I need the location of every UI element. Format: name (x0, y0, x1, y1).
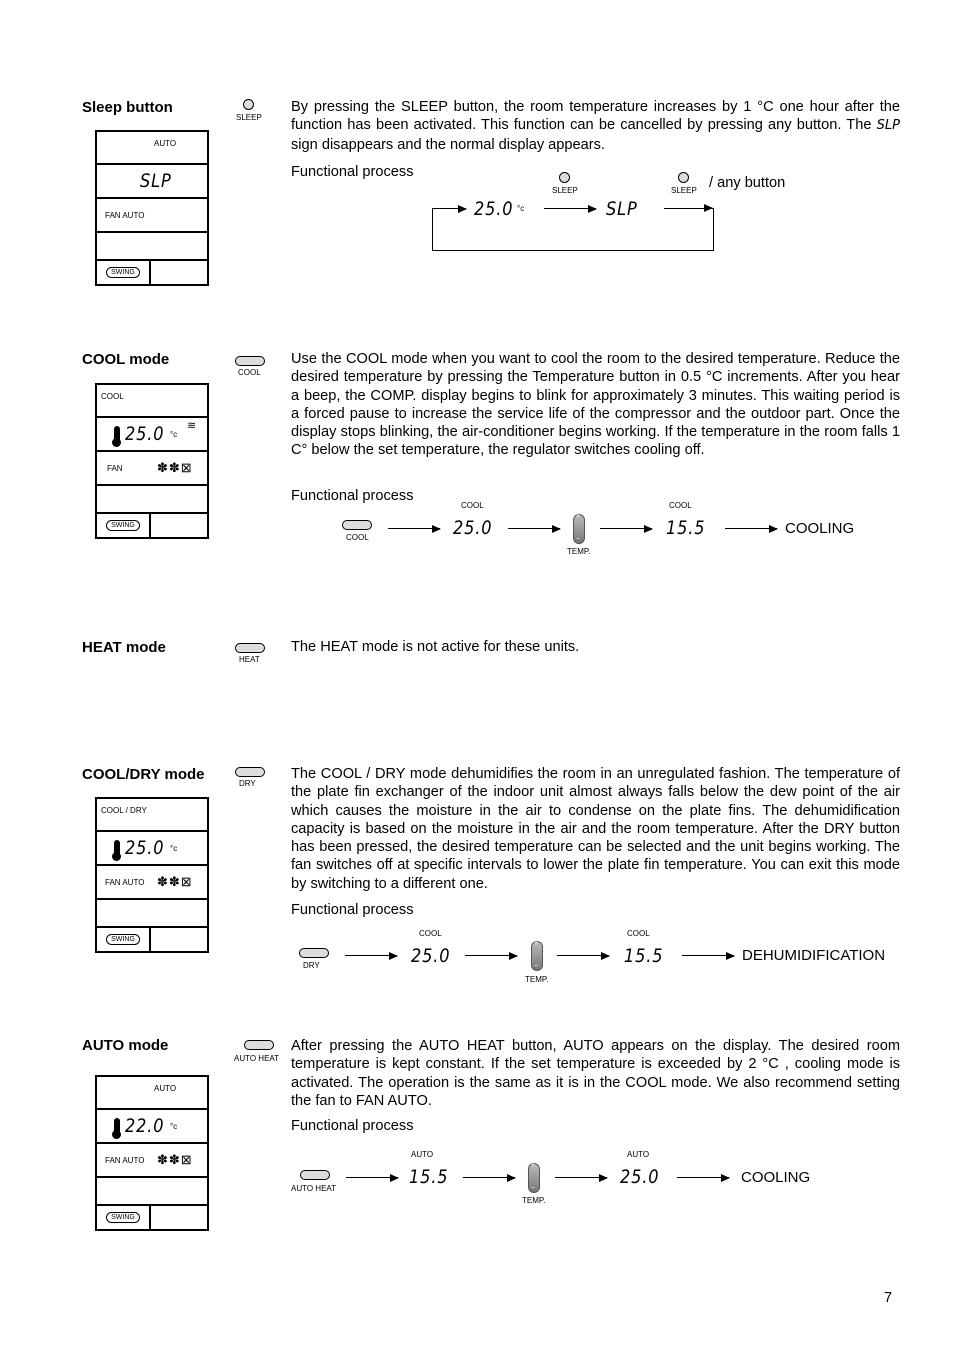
flow-arrow (345, 955, 397, 956)
auto-heading: AUTO mode (82, 1037, 169, 1054)
panel-temp-readout: 25.0 (125, 423, 165, 445)
auto-fp-label: Functional process (291, 1118, 414, 1134)
sleep-display-panel (95, 130, 209, 286)
flow-result: COOLING (785, 520, 855, 537)
flow-value: 15.5 (409, 1166, 449, 1188)
flow-slp-value: SLP (606, 198, 638, 220)
flow-arrow (600, 528, 652, 529)
sleep-button-icon (678, 172, 689, 183)
flow-arrow (388, 528, 440, 529)
fan-icon: ✽✽⊠ (157, 460, 193, 475)
auto-heat-button-icon (244, 1040, 274, 1050)
sleep-description: By pressing the SLEEP button, the room temperature increases by 1 °C one hour after the function has been activated. This function can be cancelled by pressing any button. The SLP sign disappears and the normal display appears. (291, 99, 900, 153)
panel-swing-label: SWING (106, 267, 140, 278)
flow-value: 15.5 (624, 945, 664, 967)
heat-button-icon (235, 643, 265, 653)
flow-sleep-label: SLEEP (552, 186, 578, 195)
panel-unit: °c (170, 1122, 178, 1131)
thermometer-icon (114, 426, 120, 444)
dry-button-icon (235, 767, 265, 777)
flow-mode-label: COOL (461, 501, 484, 510)
heat-button-label: HEAT (239, 655, 260, 664)
dry-button-label: DRY (239, 779, 256, 788)
flow-temp-label: TEMP. (525, 975, 549, 984)
dry-description: The COOL / DRY mode dehumidifies the room in an unregulated fashion. The temperature of the plate fin exchanger of the indoor unit almost always falls below the dew point of the air which causes the moisture in the air to condense on the plate fins. The dehumidification capacity is based on the moisture in the air and the room temperature. After the DRY button has been pressed, the desired temperature can be selected and the unit begins working. The fan switches off at specific intervals to lower the plate fin temperature. You can exit this mode by switching to a different one. (291, 766, 900, 892)
temp-button-icon (528, 1163, 540, 1193)
panel-fan-label: FAN AUTO (105, 1156, 145, 1165)
panel-temp-readout: 25.0 (125, 837, 165, 859)
flow-value: 25.0 (411, 945, 451, 967)
dry-button-icon (299, 948, 329, 958)
panel-swing-label: SWING (106, 934, 140, 945)
flow-arrow (463, 1177, 515, 1178)
dry-heading: COOL/DRY mode (82, 766, 205, 783)
flow-arrow (557, 955, 609, 956)
cool-button-icon (235, 356, 265, 366)
fan-icon: ✽✽⊠ (157, 1152, 193, 1167)
flow-arrow (508, 528, 560, 529)
signal-icon: ≋ (187, 420, 197, 432)
sleep-fp-label: Functional process (291, 164, 414, 180)
flow-arrow (677, 1177, 729, 1178)
flow-arrow (465, 955, 517, 956)
thermometer-icon (114, 840, 120, 858)
flow-temp-value: 25.0 (474, 198, 514, 220)
flow-result: COOLING (741, 1169, 811, 1186)
sleep-button-icon (559, 172, 570, 183)
auto-button-label: AUTO HEAT (234, 1054, 280, 1063)
panel-mode-label: COOL (101, 392, 124, 401)
flow-value: 15.5 (666, 517, 706, 539)
panel-fan-label: FAN (107, 464, 123, 473)
panel-mode-label: AUTO (154, 139, 177, 148)
flow-any-button: / any button (709, 175, 786, 191)
sleep-heading: Sleep button (82, 99, 173, 116)
dry-fp-label: Functional process (291, 902, 414, 918)
panel-fan-label: FAN AUTO (105, 211, 145, 220)
page-number: 7 (884, 1290, 893, 1306)
flow-btn-label: DRY (303, 961, 320, 970)
cool-display-panel (95, 383, 209, 539)
flow-result: DEHUMIDIFICATION (742, 947, 886, 964)
flow-arrow (544, 208, 596, 209)
flow-arrow (682, 955, 734, 956)
panel-swing-label: SWING (106, 520, 140, 531)
sleep-button-label: SLEEP (236, 113, 262, 122)
temp-button-icon (573, 514, 585, 544)
flow-mode-label: AUTO (411, 1150, 434, 1159)
flow-btn-label: AUTO HEAT (291, 1184, 337, 1193)
heat-heading: HEAT mode (82, 639, 166, 656)
heat-description: The HEAT mode is not active for these units. (291, 639, 580, 655)
thermometer-icon (114, 1118, 120, 1136)
flow-unit: °c (517, 204, 525, 213)
flow-arrow (432, 208, 466, 209)
auto-description: After pressing the AUTO HEAT button, AUTO appears on the display. The desired room temperature is kept constant. If the set temperature is exceeded by 2 °C , cooling mode is activated. The operation is the same as it is in the COOL mode. We also recommend setting the fan to FAN AUTO. (291, 1038, 900, 1109)
cool-heading: COOL mode (82, 351, 170, 368)
flow-value: 25.0 (453, 517, 493, 539)
panel-unit: °c (170, 430, 178, 439)
temp-button-icon (531, 941, 543, 971)
flow-arrow (555, 1177, 607, 1178)
panel-temp-readout: 22.0 (125, 1115, 165, 1137)
auto-display-panel (95, 1075, 209, 1231)
dry-display-panel (95, 797, 209, 953)
panel-mode-label: COOL / DRY (101, 806, 147, 815)
flow-mode-label: COOL (669, 501, 692, 510)
fan-icon: ✽✽⊠ (157, 874, 193, 889)
panel-swing-label: SWING (106, 1212, 140, 1223)
panel-unit: °c (170, 844, 178, 853)
panel-mode-label: AUTO (154, 1084, 177, 1093)
cool-button-icon (342, 520, 372, 530)
flow-arrow (346, 1177, 398, 1178)
flow-value: 25.0 (620, 1166, 660, 1188)
flow-arrow (725, 528, 777, 529)
flow-sleep-label: SLEEP (671, 186, 697, 195)
flow-mode-label: COOL (627, 929, 650, 938)
flow-mode-label: COOL (419, 929, 442, 938)
flow-temp-label: TEMP. (522, 1196, 546, 1205)
flow-btn-label: COOL (346, 533, 369, 542)
cool-fp-label: Functional process (291, 488, 414, 504)
panel-fan-label: FAN AUTO (105, 878, 145, 887)
cool-description: Use the COOL mode when you want to cool the room to the desired temperature. Reduce the desired temperature by pressing the Temperature button in 0.5 °C increments. After you hear a beep, the COMP. display begins to blink for approximately 3 minutes. This waiting period is a forced pause to increase the service life of the compressor and the outdoor part. Once the display stops blinking, the air-conditioner begins working. If the temperature in the room falls 1 C° below the set temperature, the regulator switches cooling off. (291, 351, 900, 459)
cool-button-label: COOL (238, 368, 261, 377)
sleep-button-icon (243, 99, 254, 110)
flow-temp-label: TEMP. (567, 547, 591, 556)
panel-slp-readout: SLP (140, 170, 172, 192)
flow-mode-label: AUTO (627, 1150, 650, 1159)
auto-heat-button-icon (300, 1170, 330, 1180)
